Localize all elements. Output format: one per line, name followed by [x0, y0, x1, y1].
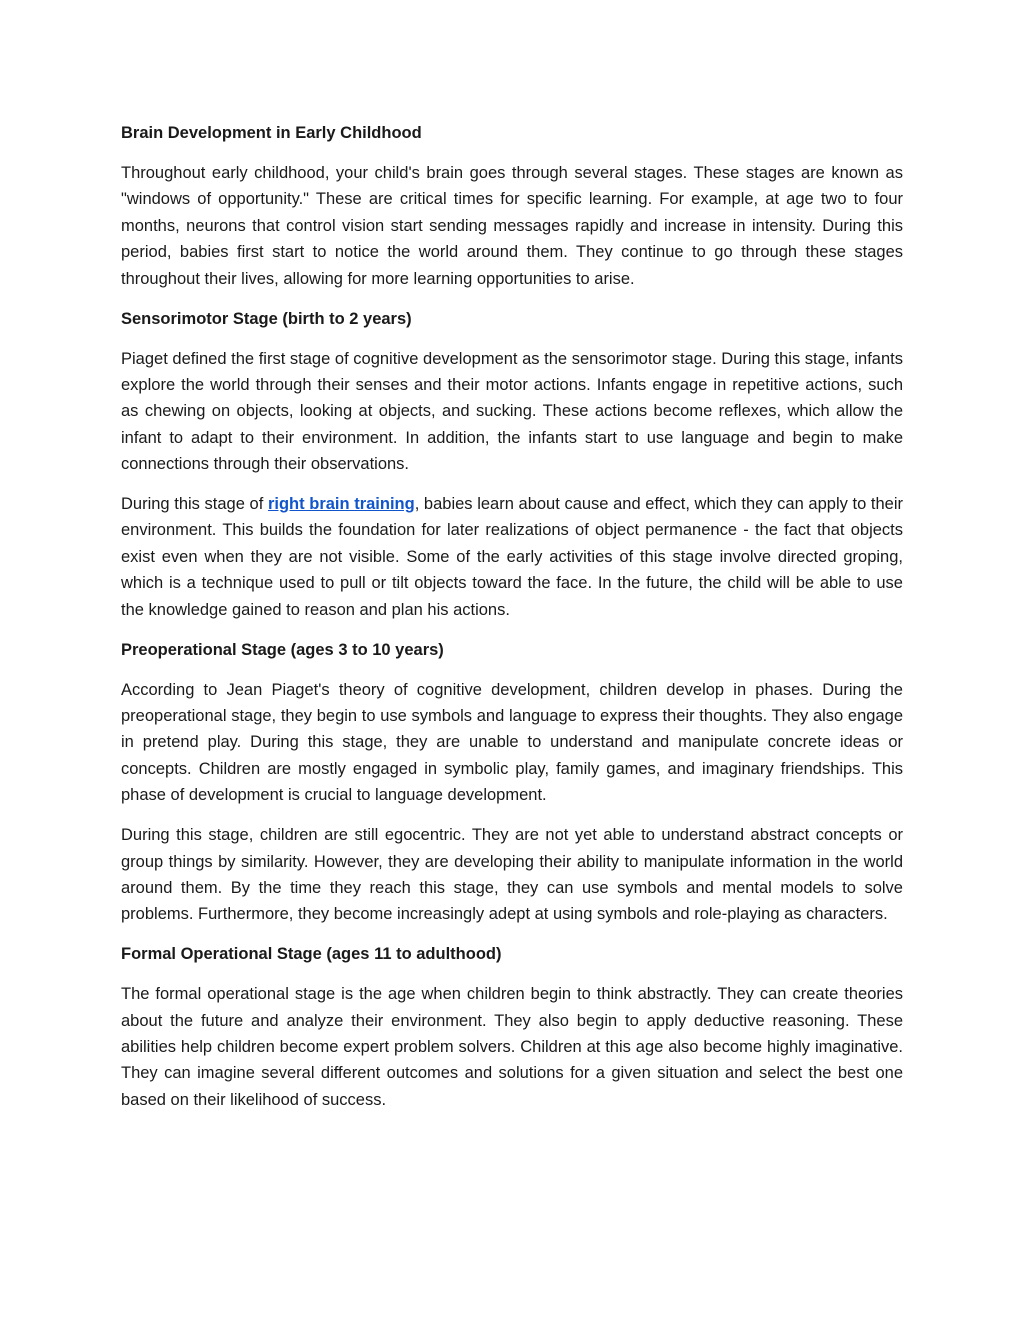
sensorimotor-heading: Sensorimotor Stage (birth to 2 years)	[121, 309, 412, 328]
formal-operational-heading: Formal Operational Stage (ages 11 to adulthood)	[121, 945, 502, 964]
sensorimotor-paragraph-1: Piaget defined the first stage of cognitive development as the sensorimotor stage. During this stage, infants explore the world through their senses and their motor actions. Infants engage in repetitive actions, such as chewing on objects, looking at objects, and sucking. These actions become reflexes, which allow the infant to adapt to their environment. In addition, the infants start to use language and begin to make connections through their observations.	[121, 349, 903, 474]
sensorimotor-p2-before: During this stage of	[121, 495, 268, 514]
preoperational-paragraph-1: According to Jean Piaget's theory of cognitive development, children develop in phases. During the preoperational stage, they begin to use symbols and language to express their thoughts. They also engage in pretend play. During this stage, they are unable to understand and manipulate concrete ideas or concepts. Children are mostly engaged in symbolic play, family games, and imaginary friendships. This phase of development is crucial to language development.	[121, 680, 903, 805]
sensorimotor-paragraph-2	[121, 491, 903, 623]
preoperational-heading: Preoperational Stage (ages 3 to 10 years)	[121, 640, 444, 659]
right-brain-training-link[interactable]: right brain training	[267, 495, 415, 514]
formal-operational-paragraph: The formal operational stage is the age when children begin to think abstractly. They can create theories about the future and analyze their environment. They also begin to apply deductive reasoning. These abilities help children become expert problem solvers. Children at this age also become highly imaginative. They can imagine several different outcomes and solutions for a given situation and select the best one based on their likelihood of success.	[121, 985, 903, 1109]
preoperational-paragraph-2: During this stage, children are still egocentric. They are not yet able to understand abstract concepts or group things by similarity. However, they are developing their ability to manipulate information in the world around them. By the time they reach this stage, they can use symbols and mental models to solve problems. Furthermore, they become increasingly adept at using symbols and role-playing as characters.	[121, 826, 903, 924]
sensorimotor-p2-after: , babies learn about cause and effect, which they can apply to their environment. This builds the foundation for later realizations of object permanence - the fact that objects exist even when they are not visible. Some of the early activities of this stage involve directed groping, which is a technique used to pull or tilt objects toward the face. In the future, the child will be able to use the knowledge gained to reason and plan his actions.	[121, 495, 903, 619]
intro-paragraph: Throughout early childhood, your child's brain goes through several stages. These stages are known as "windows of opportunity." These are critical times for specific learning. For example, at age two to four months, neurons that control vision start sending messages rapidly and increase in intensity. During this period, babies first start to notice the world around them. They continue to go through these stages throughout their lives, allowing for more learning opportunities to arise.	[121, 164, 903, 288]
document-title: Brain Development in Early Childhood	[121, 124, 422, 142]
document-page	[121, 120, 903, 1127]
